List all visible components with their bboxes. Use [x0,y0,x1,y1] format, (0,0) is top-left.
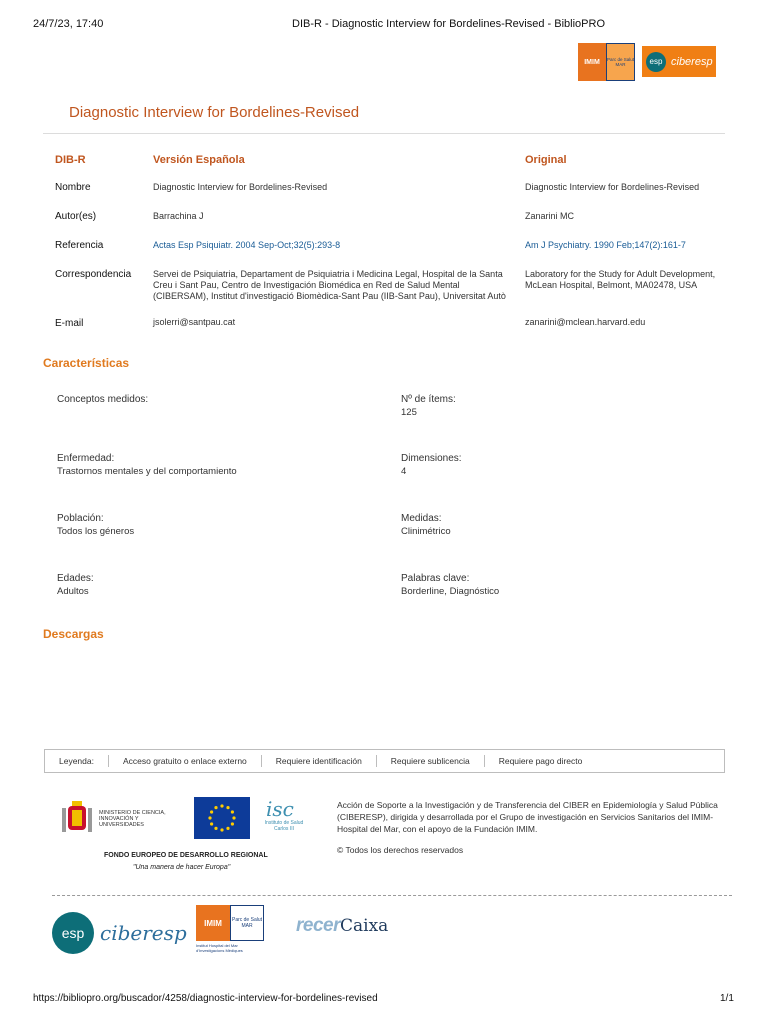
char-dimensiones [401,453,462,477]
legend-item-sublicencia: Requiere sublicencia [377,755,485,767]
bottom-imim-mark: IMIM [196,905,230,941]
char-dimensiones-value: 4 [401,466,407,477]
parc-salut-mar-mark: Parc de Salut MAR [606,43,635,81]
char-edades-label: Edades: [57,573,94,584]
col-header-version-espanola: Versión Española [153,154,245,166]
row-label-referencia: Referencia [55,240,104,251]
feder-text: FONDO EUROPEO DE DESARROLLO REGIONAL [104,852,268,859]
title-divider [43,133,725,134]
correspondencia-orig: Laboratory for the Study for Adult Development, McLean Hospital, Belmont, MA02478, USA [525,269,716,290]
esp-ciberesp-logo[interactable] [642,46,716,77]
referencia-es-link[interactable]: Actas Esp Psiquiatr. 2004 Sep-Oct;32(5):293-8 [153,240,341,250]
footer-divider [52,895,732,896]
nombre-es: Diagnostic Interview for Bordelines-Revised [153,182,328,192]
char-medidas [401,513,451,537]
bottom-parc-mark: Parc de Salut MAR [230,905,264,941]
char-medidas-label: Medidas: [401,513,442,524]
char-enfermedad-label: Enfermedad: [57,453,115,464]
autores-orig: Zanarini MC [525,211,575,221]
bottom-esp-circle-icon: esp [52,912,94,954]
char-palabras-clave-value: Borderline, Diagnóstico [401,586,500,597]
char-conceptos [57,394,148,407]
print-url: https://bibliopro.org/buscador/4258/diagnostic-interview-for-bordelines-revised [33,993,378,1004]
feder-motto: "Una manera de hacer Europa" [133,864,231,871]
imim-logo-mark: IMIM [578,43,606,81]
recercaixa-logo[interactable] [296,915,388,937]
isciii-mark-icon [262,796,306,820]
funding-description: Acción de Soporte a la Investigación y de Transferencia del CIBER en Epidemiología y Salud Pública (CIBERESP), dirigida y desarrollada por el Grupo de investigación en Servicios Sanitarios del IMIM-Hospital del Mar, con el apoyo de la Fundación IMIM. [337,800,718,834]
char-items [401,394,456,418]
bottom-ciberesp-wordmark: ciberesp [100,921,187,945]
imim-logo[interactable] [578,43,635,81]
char-enfermedad [57,453,237,477]
caixa-wordmark: Caixa [340,916,389,936]
email-orig[interactable]: zanarini@mclean.harvard.edu [525,317,646,327]
page-title: Diagnostic Interview for Bordelines-Revised [69,104,360,121]
char-poblacion-value: Todos los géneros [57,526,135,537]
char-poblacion [57,513,134,537]
char-poblacion-label: Población: [57,513,104,524]
ciberesp-wordmark: ciberesp [671,55,713,68]
autores-es: Barrachina J [153,211,204,221]
bottom-imim-logo[interactable] [196,905,264,955]
char-items-label: Nº de ítems: [401,394,456,405]
eu-flag-icon [194,797,250,839]
char-edades-value: Adultos [57,586,89,597]
ministerio-logo [60,799,190,839]
char-palabras-clave-label: Palabras clave: [401,573,470,584]
char-items-value: 125 [401,407,417,418]
legend-bar [44,749,725,773]
col-header-dibr: DIB-R [55,154,86,166]
char-enfermedad-value: Trastornos mentales y del comportamiento [57,466,237,477]
legend-item-gratuito: Acceso gratuito o enlace externo [109,755,262,767]
recer-wordmark: recer [296,915,340,936]
print-datetime: 24/7/23, 17:40 [33,18,104,30]
correspondencia-es: Servei de Psiquiatria, Departament de Psiquiatria i Medicina Legal, Hospital de la Santa Creu i Sant Pau, Centro de Investigación Biomédica en Red de Salud Mental (CIBERSAM), Institut d'investigació Biomèdica-Sant Pau (IIB-Sant Pau), Universitat Autò [153,269,506,301]
char-edades [57,573,94,597]
rights-reserved: © Todos los derechos reservados [337,845,464,855]
isciii-text: Instituto de Salud Carlos III [264,820,304,832]
char-dimensiones-label: Dimensiones: [401,453,462,464]
legend-item-identificacion: Requiere identificación [262,755,377,767]
row-label-email: E-mail [55,318,84,329]
col-header-original: Original [525,154,567,166]
esp-circle-logo: esp [646,52,666,72]
descargas-heading: Descargas [43,627,104,641]
row-label-nombre: Nombre [55,182,91,193]
legend-label: Leyenda: [45,755,109,767]
nombre-orig: Diagnostic Interview for Bordelines-Revised [525,182,700,192]
char-medidas-value: Clinimétrico [401,526,451,537]
legend-item-pago: Requiere pago directo [498,756,583,766]
bottom-imim-subtext: Institut Hospital del Mar d'Investigacions Mèdiques [196,943,243,953]
char-palabras-clave [401,573,499,597]
char-conceptos-label: Conceptos medidos: [57,394,149,405]
coat-of-arms-icon [60,800,94,838]
email-es[interactable]: jsolerri@santpau.cat [153,317,236,327]
print-page-number: 1/1 [720,993,734,1004]
svg-text:isc: isc [266,797,294,820]
print-title: DIB-R - Diagnostic Interview for Bordelines-Revised - BiblioPRO [292,18,605,30]
row-label-correspondencia: Correspondencia [55,269,132,280]
bottom-ciberesp-logo[interactable] [52,911,187,955]
row-label-autores: Autor(es) [55,211,97,222]
ministerio-text: MINISTERIO DE CIENCIA, INNOVACIÓN Y UNIVERSIDADES [99,810,166,828]
isciii-logo [261,796,307,842]
caracteristicas-heading: Características [43,356,130,370]
referencia-orig-link[interactable]: Am J Psychiatry. 1990 Feb;147(2):161-7 [525,240,686,250]
